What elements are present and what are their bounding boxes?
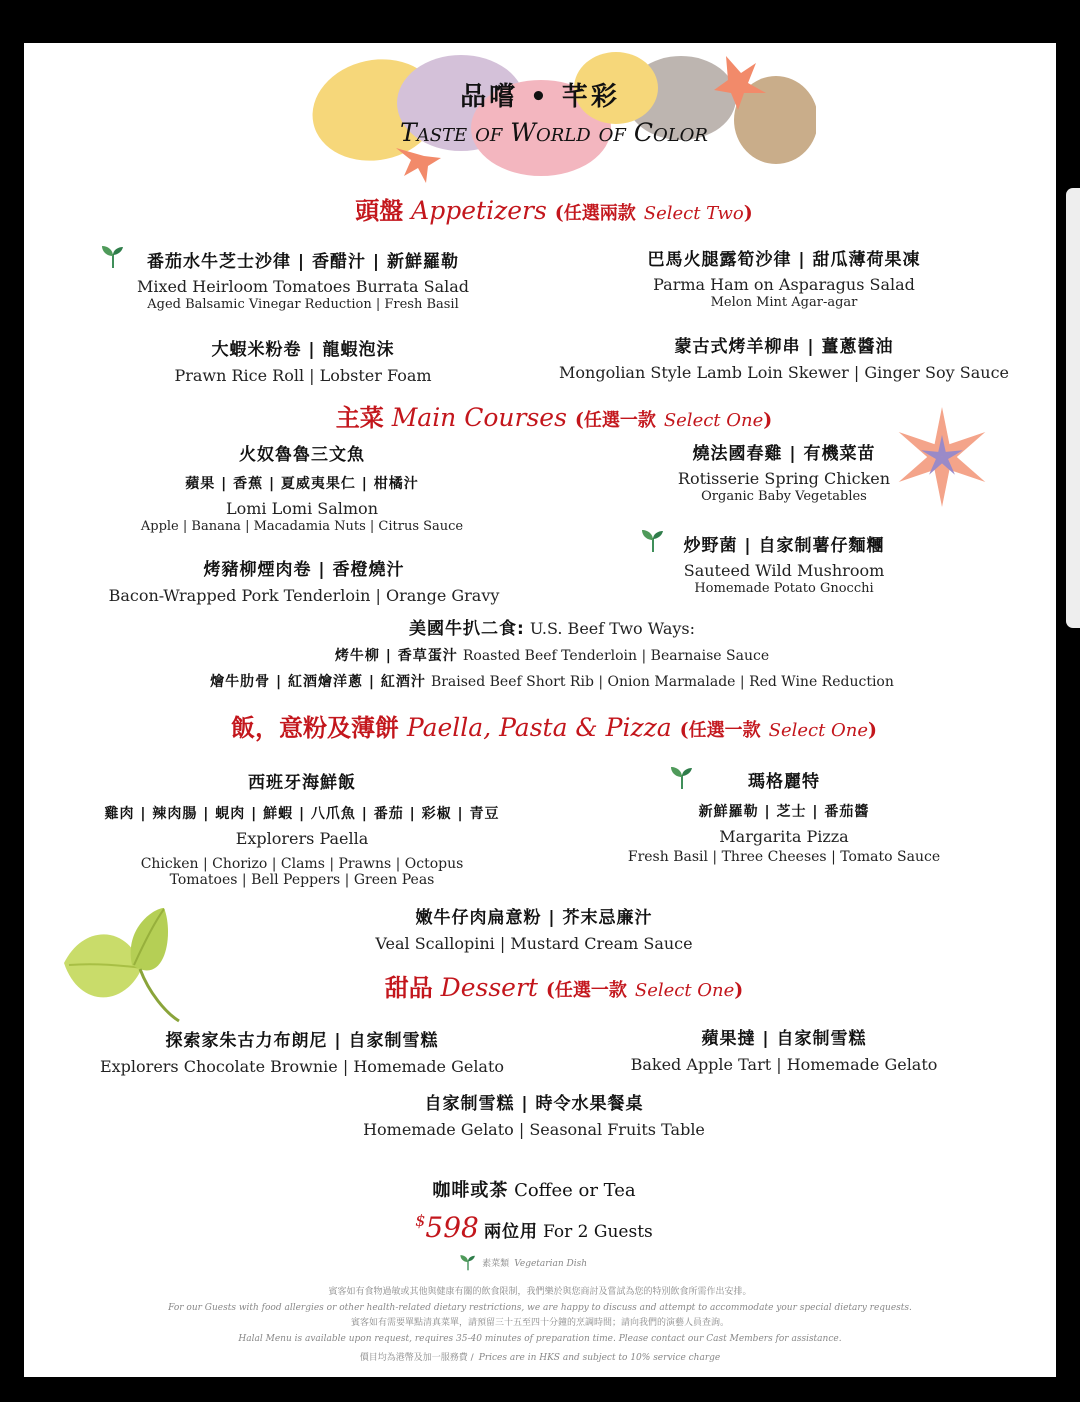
menu-item-lomi-salmon: 火奴魯魯三文魚 蘋果 | 香蕉 | 夏威夷果仁 | 柑橘汁 Lomi Lomi Salmon Apple | Banana | Macadamia Nuts | Citrus Sauce (140, 445, 464, 534)
section-title-main-courses: 主菜 Main Courses (任選一款 Select One) (335, 403, 773, 432)
menu-item-prawn-rice-roll: 大蝦米粉卷 | 龍蝦泡沫 Prawn Rice Roll | Lobster Foam (174, 340, 432, 385)
menu-item-margarita-pizza: 瑪格麗特 新鮮羅勒 | 芝士 | 番茄醬 Margarita Pizza Fresh Basil | Three Cheeses | Tomato Sauce (627, 772, 941, 865)
menu-item-explorers-paella: 西班牙海鮮飯 雞肉 | 辣肉腸 | 蜆肉 | 鮮蝦 | 八爪魚 | 番茄 | 彩椒 | 青豆 Explorers Paella Chicken | Chorizo | Clams | Prawns | Octopus Tomatoes | Bell Peppers | Green Peas (104, 773, 500, 888)
vegetarian-leaf-icon (459, 1253, 477, 1271)
section-title-dessert: 甜品 Dessert (任選一款 Select One) (384, 973, 744, 1002)
menu-item-gelato-fruits: 自家制雪糕 | 時令水果餐桌 Homemade Gelato | Seasonal Fruits Table (363, 1094, 705, 1139)
menu-item-beef-two-ways: 美國牛扒二食: U.S. Beef Two Ways: 烤牛柳 | 香草蛋汁 Roasted Beef Tenderloin | Bearnaise Sauce 燴牛肋骨 | 紅酒燴洋蔥 | 紅酒汁 Braised Beef Short Rib | Onion Marmalade | Red Wine Reduction (210, 619, 894, 690)
menu-item-apple-tart: 蘋果撻 | 自家制雪糕 Baked Apple Tart | Homemade Gelato (630, 1029, 938, 1074)
scrollbar[interactable] (1066, 188, 1080, 628)
menu-item-wild-mushroom: 炒野菌 | 自家制薯仔麵糰 Sauteed Wild Mushroom Homemade Potato Gnocchi (683, 536, 885, 596)
section-title-appetizers: 頭盤 Appetizers (任選兩款 Select Two) (355, 196, 753, 225)
menu-title-en: Taste of World of Color (400, 118, 708, 147)
menu-item-spring-chicken: 燒法國春雞 | 有機菜苗 Rotisserie Spring Chicken Organic Baby Vegetables (677, 444, 891, 504)
menu-item-veal-scallopini: 嫩牛仔肉扁意粉 | 芥末忌廉汁 Veal Scallopini | Mustard Cream Sauce (375, 908, 693, 953)
menu-item-parma-ham-salad: 巴馬火腿露筍沙律 | 甜瓜薄荷果凍 Parma Ham on Asparagus Salad Melon Mint Agar-agar (647, 250, 921, 310)
menu-item-chocolate-brownie: 探索家朱古力布朗尼 | 自家制雪糕 Explorers Chocolate Brownie | Homemade Gelato (99, 1031, 505, 1076)
vegetarian-legend: 素菜類 Vegetarian Dish (459, 1251, 587, 1271)
price-line: $598 兩位用 For 2 Guests (415, 1211, 653, 1244)
menu-item-burrata-salad: 番茄水牛芝士沙律 | 香醋汁 | 新鮮羅勒 Mixed Heirloom Tomatoes Burrata Salad Aged Balsamic Vinegar Reduction | Fresh Basil (136, 252, 470, 312)
basil-leaves-decoration (54, 903, 189, 1028)
menu-title-zh: 品嚐 • 芊彩 (460, 82, 620, 112)
menu-item-pork-tenderloin: 烤豬柳煙肉卷 | 香橙燒汁 Bacon-Wrapped Pork Tenderloin | Orange Gravy (108, 560, 500, 605)
menu-item-lamb-skewer: 蒙古式烤羊柳串 | 薑蔥醬油 Mongolian Style Lamb Loin Skewer | Ginger Soy Sauce (559, 337, 1009, 382)
menu-page (24, 43, 1056, 1377)
drink-line: 咖啡或茶 Coffee or Tea (432, 1180, 636, 1201)
section-title-paella-pasta-pizza: 飯，意粉及薄餅 Paella, Pasta & Pizza (任選一款 Select One) (230, 713, 878, 742)
footer-notes: 賓客如有食物過敏或其他與健康有關的飲食限制，我們樂於與您商討及嘗試為您的特別飲食所需作出安排。 For our Guests with food allergies or other health-related dietary restrictions, we are happy to discuss and attempt to accommodate your special dietary requests. 賓客如有需要單點清真菜單，請預留三十五至四十分鐘的烹調時間；請向我們的演藝人員查詢。 Halal Menu is available upon request, requires 35-40 minutes of preparation time. Please contact our Cast Members for assistance. 價目均為港幣及加一服務費 / Prices are in HKS and subject to 10% service charge (168, 1287, 912, 1363)
